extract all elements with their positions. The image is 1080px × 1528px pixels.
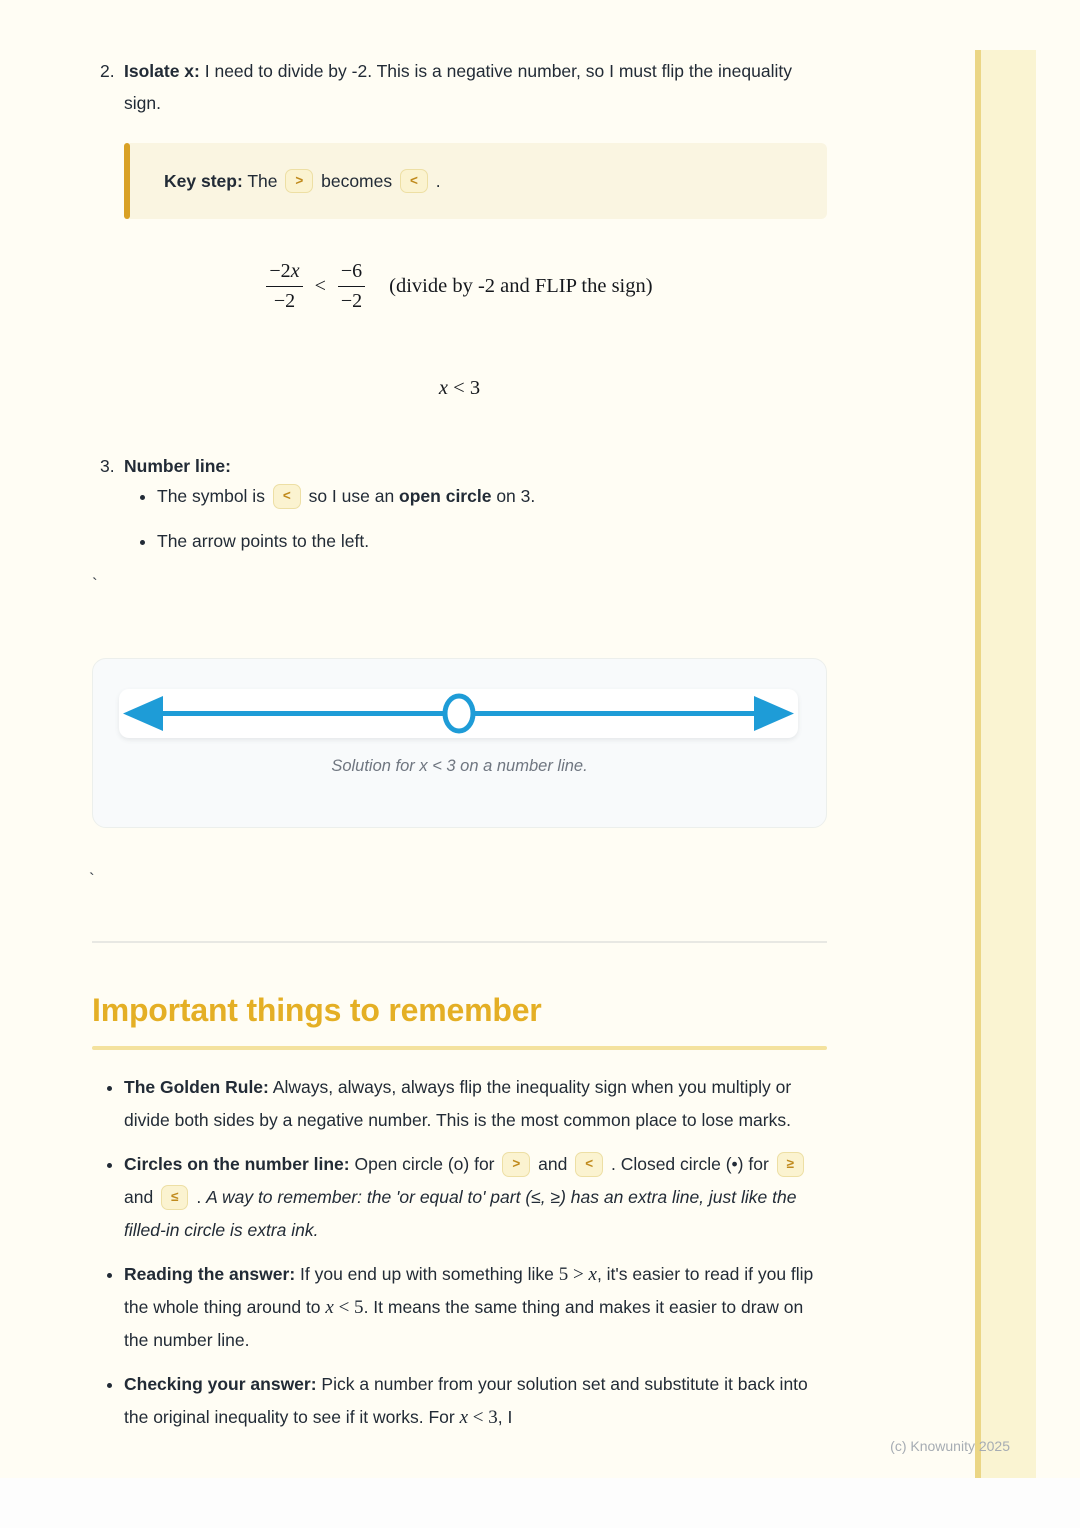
remember-item-golden-rule: [124, 1071, 827, 1137]
math-lt-5: < 5: [333, 1297, 364, 1318]
key-step-callout: [124, 143, 827, 219]
step-2-body: I need to divide by -2. This is a negative number, so I must flip the inequality sign.: [124, 61, 792, 113]
item-text-2: , it's easier to read if you flip the whole thing around to: [124, 1264, 814, 1317]
greater-equal-badge: ≥: [777, 1152, 804, 1177]
copyright-watermark: (c) Knowunity 2025: [890, 1438, 1010, 1454]
number-line-svg: [119, 689, 798, 738]
callout-text-2: becomes: [316, 170, 397, 191]
callout-text-1: The: [242, 170, 283, 191]
stray-backtick-1: `: [92, 575, 98, 594]
fraction-right: [338, 258, 365, 315]
result-rest: < 3: [448, 377, 481, 399]
bullet1-bold: open circle: [399, 486, 492, 506]
step-3-bullet-list: [124, 480, 827, 570]
step-3-number: 3.: [100, 456, 115, 476]
bullet-arrow-left: [157, 525, 827, 557]
item-text-1: If you end up with something like: [295, 1264, 559, 1284]
callout-accent-bar: [124, 143, 130, 219]
math-lt-3: < 3: [468, 1407, 498, 1428]
item-italic-note: A way to remember: the 'or equal to' part (≤, ≥) has an extra line, just like the filled-in circle is extra ink.: [124, 1187, 797, 1240]
equation-note: (divide by -2 and FLIP the sign): [389, 275, 653, 297]
greater-than-badge: >: [502, 1152, 530, 1177]
item-text-2: and: [533, 1154, 573, 1174]
item-text-4: and: [124, 1187, 159, 1207]
less-than-badge: <: [273, 484, 301, 509]
callout-lead: Key step:: [164, 170, 243, 191]
remember-item-reading: [124, 1258, 827, 1357]
page-bottom-margin: [0, 1478, 1080, 1528]
callout-text-3: .: [430, 170, 441, 191]
bullet-symbol-open-circle: [157, 480, 827, 512]
section-heading: Important things to remember: [92, 992, 542, 1028]
figure-caption: Solution for x < 3 on a number line.: [331, 757, 588, 775]
heading-underline: [92, 1046, 827, 1050]
stray-backtick-2: `: [89, 870, 95, 889]
step-3-text: [124, 450, 827, 482]
fraction-left-denominator: −2: [273, 290, 296, 312]
item-lead: The Golden Rule:: [124, 1077, 269, 1097]
bullet1-text-2: so I use an: [303, 486, 400, 506]
page-edge-highlight-strip: [975, 50, 1036, 1478]
remember-item-circles: [124, 1148, 827, 1247]
bullet2-text: The arrow points to the left.: [157, 531, 370, 551]
item-lead: Checking your answer:: [124, 1374, 317, 1394]
bullet1-text-3: on 3.: [491, 486, 536, 506]
inequality-sign: <: [314, 275, 326, 297]
item-text-1: Open circle (o) for: [349, 1154, 500, 1174]
fraction-right-numerator: −6: [338, 258, 365, 287]
item-text-3: . It means the same thing and makes it easier to draw on the number line.: [124, 1297, 804, 1350]
step-2-text: [124, 55, 827, 119]
fraction-left-numerator: [266, 258, 302, 287]
right-arrow-icon: [754, 696, 794, 731]
item-text-3: . Closed circle (•) for: [606, 1154, 774, 1174]
math-var-x: x: [325, 1297, 334, 1318]
fraction-left: [266, 258, 302, 315]
item-text-5: .: [191, 1187, 207, 1207]
item-lead: Circles on the number line:: [124, 1154, 350, 1174]
remember-list: [92, 1071, 827, 1445]
numerator-coefficient: −2: [269, 260, 291, 282]
step-3-lead: Number line:: [124, 456, 231, 476]
less-than-badge: <: [575, 1152, 603, 1177]
step-item-3: [100, 450, 827, 482]
step-2-lead: Isolate x:: [124, 61, 200, 81]
item-text-2: , I: [497, 1407, 513, 1427]
callout-body: [164, 143, 441, 219]
fraction-right-denominator: −2: [340, 290, 363, 312]
section-divider: [92, 941, 827, 943]
math-var-x: x: [459, 1407, 469, 1428]
remember-item-checking: [124, 1368, 827, 1434]
result-variable: x: [438, 377, 449, 399]
step-item-2: [100, 55, 827, 119]
item-text: Always, always, always flip the inequality sign when you multiply or divide both sides by a negative number. This is the most common place to lose marks.: [124, 1077, 792, 1130]
item-text-1: Pick a number from your solution set and substitute it back into the original inequality to see if it works. For: [124, 1374, 808, 1427]
bullet1-text-1: The symbol is: [157, 486, 270, 506]
step-2-number: 2.: [100, 61, 115, 81]
greater-than-badge: >: [285, 169, 313, 194]
number-line-strip: [119, 689, 798, 738]
item-lead: Reading the answer:: [124, 1264, 296, 1284]
left-arrow-icon: [123, 696, 163, 731]
equation-row: [92, 258, 827, 315]
math-var-x: x: [588, 1264, 597, 1285]
open-circle: [445, 696, 473, 731]
less-than-badge: <: [400, 169, 428, 194]
number-line-figure: [92, 658, 827, 828]
math-5-gt: 5 >: [558, 1264, 589, 1285]
numerator-variable: x: [290, 260, 300, 282]
equation-result: [92, 377, 827, 400]
less-equal-badge: ≤: [161, 1185, 188, 1210]
